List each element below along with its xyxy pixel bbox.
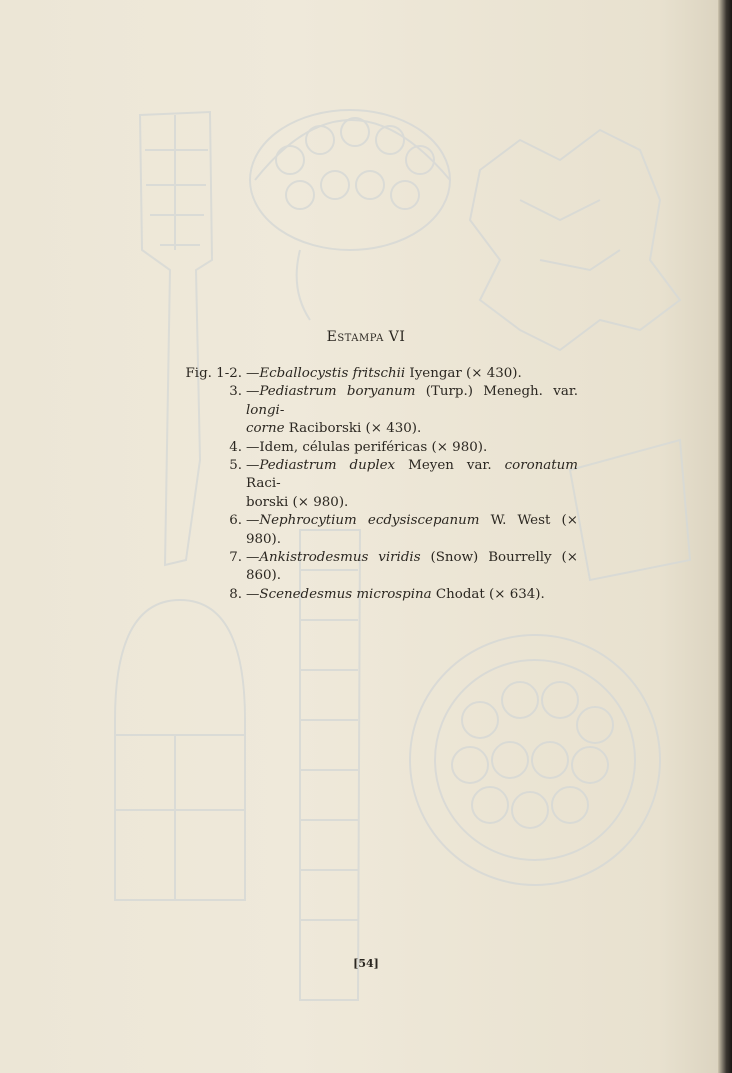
figure-legend xyxy=(158,365,578,604)
taxon-name: Pediastrum duplex xyxy=(259,458,396,474)
taxon-name: Pediastrum boryanum xyxy=(259,384,416,400)
figure-number: 5. xyxy=(229,458,242,474)
taxon-name: Nephrocytium ecdysiscepanum xyxy=(259,513,480,529)
figure-number: 4. xyxy=(229,439,242,455)
legend-entry-continuation: borski (× 980). xyxy=(246,494,349,510)
page-edge-shadow xyxy=(718,0,732,1073)
taxon-name: Scenedesmus microspina xyxy=(259,586,432,602)
figure-number: Fig. 1-2. xyxy=(185,366,242,381)
taxon-name: Ecballocystis fritschii xyxy=(259,366,406,381)
figure-number: 7. xyxy=(229,550,242,566)
legend-entry: 7. —Ankistrodesmus viridis (Snow) Bourrelly (× 860). xyxy=(158,549,578,586)
page-number: [54] xyxy=(353,957,379,970)
legend-entry: 8. —Scenedesmus microspina Chodat (× 634). xyxy=(158,586,578,604)
figure-number: 3. xyxy=(229,384,242,400)
legend-entry: Fig. 1-2. —Ecballocystis fritschii Iyengar (× 430). xyxy=(158,365,578,383)
legend-entry: 6. —Nephrocytium ecdysiscepanum W. West (× 980). xyxy=(158,512,578,549)
plate-heading: Estampa VI xyxy=(326,329,406,345)
taxon-name: Ankistrodesmus viridis xyxy=(259,550,421,566)
figure-number: 8. xyxy=(229,586,242,602)
legend-entry: 3. —Pediastrum boryanum (Turp.) Menegh. var. longi- xyxy=(158,383,578,420)
figure-number: 6. xyxy=(229,513,242,529)
legend-entry-continuation: corne Raciborski (× 430). xyxy=(246,421,422,437)
legend-entry: 4. —Idem, células periféricas (× 980). xyxy=(158,439,578,457)
legend-entry: 5. —Pediastrum duplex Meyen var. coronatum Raci- xyxy=(158,457,578,494)
